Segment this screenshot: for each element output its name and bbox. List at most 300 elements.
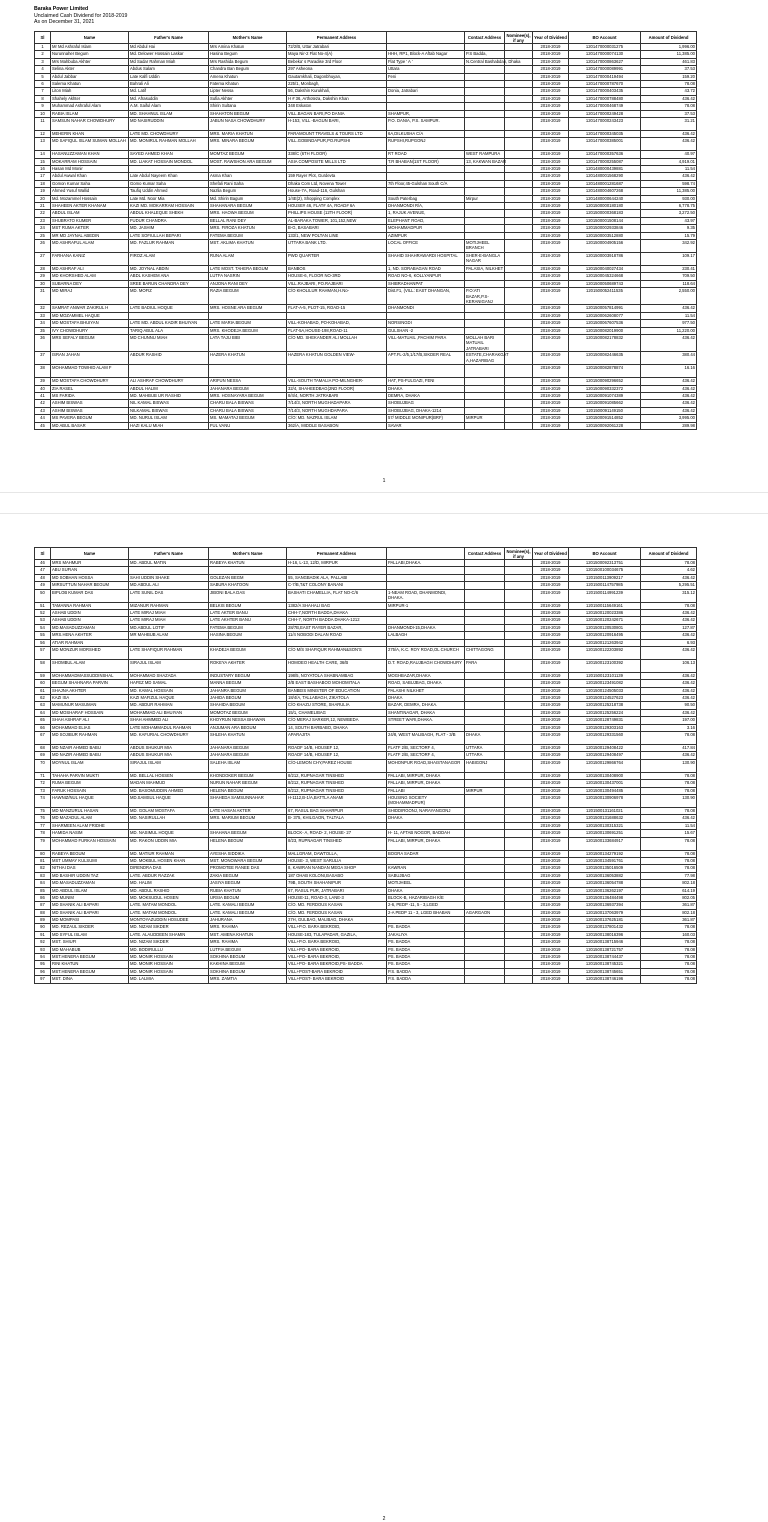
table-cell: P.S Badda, [465, 51, 505, 58]
table-row [35, 188, 697, 195]
table-cell: RUMA BEGUM [51, 780, 129, 787]
table-cell: 2018-2019 [533, 312, 569, 319]
table-cell: MD MANZURUL HASAN [51, 807, 129, 814]
table-cell [505, 602, 533, 609]
table-cell [465, 225, 505, 232]
table-cell: 78.08 [641, 857, 697, 864]
table-row [35, 110, 697, 117]
table-cell: 28 [35, 265, 51, 272]
table-cell: 1201500092313751 [569, 560, 641, 567]
document-header [34, 6, 127, 26]
table-cell: 1201500050689743 [569, 280, 641, 287]
table-row [35, 173, 697, 180]
table-cell [505, 624, 533, 631]
table-cell: Late Kalfi Uddin [129, 73, 209, 80]
table-cell: 2018-2019 [533, 203, 569, 210]
table-cell: 2018-2019 [533, 968, 569, 975]
table-cell: 1201500130437001 [569, 780, 641, 787]
table-cell: SHAHATON BEGUM [209, 110, 287, 117]
table-cell: MD. GOLAM MOSTAFA [129, 807, 209, 814]
column-header [387, 548, 465, 560]
table-cell: MD. HALIM [129, 880, 209, 887]
table-cell [505, 924, 533, 931]
table-cell: ABDUS SHUKUR MIA [129, 745, 209, 752]
table-cell: HOUSE-6, FLOOR NO-3RD [287, 273, 387, 280]
column-header [387, 32, 465, 44]
table-cell: 2018-2019 [533, 273, 569, 280]
table-cell: 89 [35, 917, 51, 924]
table-cell: PS. BADDA [387, 939, 465, 946]
column-header: Contact Address [465, 548, 505, 560]
table-cell [505, 327, 533, 334]
table-row [35, 58, 697, 65]
table-cell: RUPSHI,RUPGONJ [387, 138, 465, 151]
table-cell: 1201470000074130 [569, 51, 641, 58]
table-cell: MRS. HOSNE ARA BEGUM [209, 305, 287, 312]
table-cell: 38 [35, 365, 51, 378]
table-cell: 1201500004905156 [569, 239, 641, 252]
table-cell: 1201500130494485 [569, 787, 641, 794]
table-cell: 1201500138746196 [569, 976, 641, 983]
table-cell [505, 44, 533, 51]
table-cell [505, 378, 533, 385]
table-cell: 1201470000788480 [569, 95, 641, 102]
table-row [35, 203, 697, 210]
table-cell: Muhammad Ashraful Alam [51, 103, 129, 110]
page-number: 2 [382, 1516, 386, 1522]
table-cell: SALEHA ISLAM [209, 759, 287, 772]
table-cell: Fatema Khatun [209, 80, 287, 87]
table-cell: 106.13 [641, 659, 697, 672]
column-header: Mother's Name [209, 32, 287, 44]
table-cell: LATE. ABDUR RAZZAK [129, 872, 209, 879]
table-row [35, 687, 697, 694]
table-cell: VILL+P.O. BARA BEKROID, [287, 939, 387, 946]
table-cell: 78.08 [641, 772, 697, 779]
table-row [35, 239, 697, 252]
table-cell: SHAMPUR, [387, 110, 465, 117]
table-cell: 36 [35, 334, 51, 351]
table-cell: 436.42 [641, 680, 697, 687]
table-cell: 2018-2019 [533, 732, 569, 745]
table-cell: PS. BADDA [387, 924, 465, 931]
table-cell: 81 [35, 857, 51, 864]
table-cell: 96 [35, 968, 51, 975]
table-cell: 78.08 [641, 80, 697, 87]
table-cell: Md. Mozammel Hossain [51, 195, 129, 202]
table-cell: 55, SANGBADIK ALA, PALLABI [287, 574, 387, 581]
table-cell: 78.08 [641, 560, 697, 567]
table-cell: 2018-2019 [533, 880, 569, 887]
table-row [35, 939, 697, 946]
table-cell: Salema Khatun [51, 80, 129, 87]
table-cell: Gautamkhali, Dagonbhuyan, [287, 73, 387, 80]
table-cell: 2018-2019 [533, 334, 569, 351]
table-cell: 1201470000089991 [569, 66, 641, 73]
table-cell: MRS. MINARA BEGUM [209, 138, 287, 151]
table-cell: ZIA RASEL [51, 385, 129, 392]
table-cell: 1201500052411535 [569, 288, 641, 305]
table-cell: 56 [35, 639, 51, 646]
table-cell: DHAKA [387, 887, 465, 894]
table-cell: HAZERA KHATUN GOLDEN VIEW- [287, 352, 387, 365]
table-cell [505, 407, 533, 414]
table-cell: BOGRA SADAR [387, 850, 465, 857]
table-cell [465, 617, 505, 624]
table-cell: MD SOBHAN HOSSA [51, 574, 129, 581]
table-cell: 2018-2019 [533, 830, 569, 837]
column-header: BO Account [569, 548, 641, 560]
table-cell: Md. Afrasuddin [129, 95, 209, 102]
table-cell: FATEMA BEGUM [209, 624, 287, 631]
table-cell: 31 [35, 288, 51, 305]
table-cell: SHER-E-BANGLA NAGAR [465, 252, 505, 265]
table-row [35, 334, 697, 351]
table-cell: 40.97 [641, 151, 697, 158]
table-cell: 436.42 [641, 709, 697, 716]
table-row [35, 632, 697, 639]
table-cell: 2 [35, 51, 51, 58]
column-header: Amount of Dividend [641, 32, 697, 44]
table-cell: RABEYA BEGUM [51, 850, 129, 857]
table-row [35, 602, 697, 609]
table-cell: 436.42 [641, 378, 697, 385]
table-cell: Maya Nir-2 Flat No-4(A) [287, 51, 387, 58]
table-row [35, 567, 697, 574]
table-row [35, 225, 697, 232]
table-cell: 2018-2019 [533, 724, 569, 731]
table-cell: 2018-2019 [533, 639, 569, 646]
table-cell: 1, RAJUK AVENUE, [387, 210, 465, 217]
table-cell: SHARMEEN ALAM FRIDHE [51, 822, 129, 829]
table-row [35, 407, 697, 414]
table-cell: 2018-2019 [533, 151, 569, 158]
table-cell: 83 [35, 872, 51, 879]
table-cell: SHIBRADHANPAT [387, 280, 465, 287]
table-cell: 2018-2019 [533, 931, 569, 938]
table-cell: 1201470000403435 [569, 88, 641, 95]
table-cell: LATE MOST. TAHERA BEGUM [209, 265, 287, 272]
table-cell: 1201500082019900 [569, 327, 641, 334]
table-cell: 61 [35, 687, 51, 694]
table-cell: 436.42 [641, 130, 697, 137]
table-cell: 2018-2019 [533, 252, 569, 265]
table-cell [505, 807, 533, 814]
table-cell: AGARGAON [465, 909, 505, 916]
table-cell: 78.08 [641, 103, 697, 110]
table-cell: ARIFUN NESSA [209, 378, 287, 385]
table-row [35, 273, 697, 280]
table-cell: HAZI KALU MIAH [129, 422, 209, 429]
table-cell: ELEPHANT ROAD, [387, 217, 465, 224]
table-row [35, 232, 697, 239]
column-header: Permanent Address [287, 548, 387, 560]
table-cell [465, 976, 505, 983]
table-cell [129, 365, 209, 378]
table-cell: 39 [35, 378, 51, 385]
table-row [35, 66, 697, 73]
table-cell: ASHAB UDDIN [51, 609, 129, 616]
table-cell: Hasan Md Monir [51, 166, 129, 173]
table-cell: 1201470000385001 [569, 138, 641, 151]
table-cell: MD. NURUL ISLAM [129, 415, 209, 422]
table-cell [465, 961, 505, 968]
table-cell [209, 822, 287, 829]
table-cell: 58 [35, 659, 51, 672]
table-cell [505, 385, 533, 392]
table-cell [465, 180, 505, 187]
table-row [35, 780, 697, 787]
table-cell: MIRPUR-1 [387, 602, 465, 609]
table-cell: MRS.HENA AKHTER [51, 632, 129, 639]
table-cell: 275/A, K.C. ROY ROAD,OL CHURCH [387, 646, 465, 659]
table-cell: Feni [387, 73, 465, 80]
table-cell: 1201500082878874 [569, 365, 641, 378]
table-cell: 2018-2019 [533, 117, 569, 130]
table-row [35, 794, 697, 807]
table-cell: LATE MIRAJ MIAH [129, 609, 209, 616]
table-cell: ABDUS SHUKUR MIA [129, 752, 209, 759]
table-cell: JAHIDA BEGUM [209, 695, 287, 702]
table-cell: MAMUNUR MASUMAN [51, 702, 129, 709]
table-cell: MOTIJHEEL BRANCH [465, 239, 505, 252]
table-cell: 2018-2019 [533, 95, 569, 102]
table-cell: 2018-2019 [533, 188, 569, 195]
table-cell: 11,385.00 [641, 51, 697, 58]
table-cell: 88 [35, 909, 51, 916]
table-cell: B-G, BASABARI [287, 225, 387, 232]
table-cell: 930.00 [641, 195, 697, 202]
table-cell [465, 407, 505, 414]
table-cell: 2018-2019 [533, 66, 569, 73]
table-cell: 2018-2019 [533, 110, 569, 117]
table-cell: 2018-2019 [533, 415, 569, 422]
table-cell [465, 327, 505, 334]
table-cell [505, 639, 533, 646]
table-cell [505, 772, 533, 779]
table-cell: 1382/A SHAHALI BAG [287, 602, 387, 609]
table-cell [465, 66, 505, 73]
table-cell: 1201500137801432 [569, 924, 641, 931]
table-cell: C/O-LEMON CHY,PAREZ HOUSE [287, 759, 387, 772]
table-cell: 2018-2019 [533, 624, 569, 631]
table-cell [465, 931, 505, 938]
table-cell [505, 917, 533, 924]
table-cell: SHAHANARA BEGUM [209, 203, 287, 210]
table-cell: 315.12 [641, 589, 697, 602]
table-cell: 436.42 [641, 632, 697, 639]
table-cell: Selina Akter [51, 66, 129, 73]
table-cell [387, 609, 465, 616]
table-cell: SHIDDIRGONJ, NARAYANGONJ [387, 807, 465, 814]
table-cell: 109.17 [641, 252, 697, 265]
table-cell: HAT, PS-FULGAZI, FENI [387, 378, 465, 385]
table-cell: 10 [35, 110, 51, 117]
table-cell [505, 203, 533, 210]
table-cell [505, 151, 533, 158]
table-cell [505, 320, 533, 327]
table-cell [505, 659, 533, 672]
table-cell: MD. SHAHNUL ISLAM [129, 110, 209, 117]
table-cell: 40 [35, 385, 51, 392]
table-cell: MS. MAMATAJ BEGUM [209, 415, 287, 422]
table-cell: 67, RASUL BAG SAHARPUR [287, 807, 387, 814]
table-cell: MD. ABDUL MATIN [129, 560, 209, 567]
table-cell: MD NZAIR AHMED BABU [51, 745, 129, 752]
table-cell: C/O KHAZU STORE, SHARULIA [287, 702, 387, 709]
table-cell: 77.98 [641, 872, 697, 879]
table-cell [465, 702, 505, 709]
table-cell: 32 [35, 305, 51, 312]
table-cell: MD. ABDUL RASHID [129, 887, 209, 894]
table-cell: MD. MAHBUB UR RASHID [129, 392, 209, 399]
table-cell: 2-A PEDP 11 - 3, LGED BHABAN [387, 909, 465, 916]
table-cell [387, 724, 465, 731]
table-cell: 1201500120530801 [569, 624, 641, 631]
table-cell: MD MOSTAFA BHUIYAN [51, 320, 129, 327]
table-cell [465, 567, 505, 574]
table-row [35, 646, 697, 659]
table-cell [505, 173, 533, 180]
column-header: Father's Name [129, 32, 209, 44]
table-cell: 2018-2019 [533, 917, 569, 924]
table-cell: 1201500123491082 [569, 680, 641, 687]
table-cell: FUDUR CHANDRA [129, 217, 209, 224]
table-cell: JABUN NASA CHOWDHURY [209, 117, 287, 130]
table-cell [287, 312, 387, 319]
table-cell: MD SYFUL ISLAM [51, 931, 129, 938]
table-cell [505, 195, 533, 202]
table-cell [505, 217, 533, 224]
table-cell: 2018-2019 [533, 902, 569, 909]
table-cell: 2018-2019 [533, 217, 569, 224]
table-cell: 2018-2019 [533, 646, 569, 659]
table-row [35, 807, 697, 814]
table-cell: 1201500115649161 [569, 602, 641, 609]
table-cell: MD.ABDUL ALI [129, 582, 209, 589]
table-cell: 1201500122203892 [569, 646, 641, 659]
table-cell [505, 400, 533, 407]
table-cell: ASHAB UDDIN [51, 617, 129, 624]
table-cell [387, 80, 465, 87]
table-cell [465, 894, 505, 901]
table-cell: 2018-2019 [533, 794, 569, 807]
table-cell [465, 80, 505, 87]
table-cell: 1201480004607268 [569, 188, 641, 195]
table-cell [465, 305, 505, 312]
table-cell: 4.62 [641, 567, 697, 574]
table-cell: LATE AKHTER BANU [209, 617, 287, 624]
table-cell: PWD QUARTER [287, 252, 387, 265]
table-row [35, 117, 697, 130]
table-cell: MD MOSHARAF HOSSAIN [51, 709, 129, 716]
table-cell: 7/14/3, NORTH MUGHADAPARA [287, 400, 387, 407]
table-cell: 1/4E(2), Shopping Complex [287, 195, 387, 202]
table-cell: 78.08 [641, 976, 697, 983]
table-cell [505, 815, 533, 822]
table-cell: JAHANARA BEGUM [209, 752, 287, 759]
table-cell: JAHANARA BEGUM [209, 385, 287, 392]
page-1 [0, 0, 768, 492]
table-cell: AL-BARAKA TOWER, 101,152,NEW [287, 217, 387, 224]
table-cell: 1201500129303163 [569, 724, 641, 731]
table-row [35, 582, 697, 589]
table-cell: 62 [35, 695, 51, 702]
table-cell: 11,385.00 [641, 188, 697, 195]
table-cell: N.Central Bashabdan, Dhaka [466, 58, 521, 64]
table-cell: 2/B EAST BASHABOO MOHOMITALA [287, 680, 387, 687]
table-cell: 48 [35, 574, 51, 581]
table-cell: 1201500091085662 [569, 400, 641, 407]
table-cell: 26 [35, 239, 51, 252]
table-row [35, 422, 697, 429]
table-row [35, 759, 697, 772]
table-cell: 1201500082446635 [569, 352, 641, 365]
table-cell: 3 [35, 58, 51, 65]
table-cell [505, 837, 533, 850]
table-cell: 1201500100034675 [569, 567, 641, 574]
table-cell: 338/C (6TH FLOOR) [287, 151, 387, 158]
table-cell [465, 574, 505, 581]
table-cell [465, 166, 505, 173]
table-cell: 1201500001508144 [569, 217, 641, 224]
table-cell: HHH, RP1, Block-A Aftab Nagar [387, 51, 465, 58]
table-cell: 2018-2019 [533, 574, 569, 581]
table-cell [465, 400, 505, 407]
table-cell: 297 Asheona [287, 66, 387, 73]
table-cell: NORSINGDI [387, 320, 465, 327]
table-cell: 59 [35, 672, 51, 679]
table-cell: 37 [35, 352, 51, 365]
table-cell: MD.SAMSUL HAQUE [129, 794, 209, 807]
table-cell: 1201480001568290 [569, 173, 641, 180]
table-cell [505, 609, 533, 616]
table-cell [505, 51, 533, 58]
table-cell: 436.42 [641, 305, 697, 312]
table-cell: 16 [35, 166, 51, 173]
table-cell: MST. AMENA KHATUN [209, 931, 287, 938]
table-cell: 130.90 [641, 759, 697, 772]
table-cell: 1201500121263942 [569, 639, 641, 646]
table-cell: NILKAMAL BISWAS [129, 407, 209, 414]
table-cell: 436.42 [641, 173, 697, 180]
table-cell: VILL+POST- BARA BEKROID [287, 976, 387, 983]
table-row [35, 752, 697, 759]
table-cell: MOHAMMADMASSUDDINSHAL [51, 672, 129, 679]
table-cell: JAHANARA BEGUM [209, 745, 287, 752]
table-cell: 8/212, RUPNAGAR TINSHED [287, 772, 387, 779]
table-cell: Bebeka' s Paradise 3rd Floor [287, 58, 387, 65]
table-cell: 43.97 [641, 217, 697, 224]
table-cell: 72 [35, 780, 51, 787]
table-cell: MOKARRAM HOSSAIN [51, 158, 129, 165]
table-cell: 15.67 [641, 830, 697, 837]
table-cell: 2018-2019 [533, 807, 569, 814]
table-cell: DIRENDRA DAS [129, 865, 209, 872]
table-cell: MD NASIRUDDIN [129, 117, 209, 130]
table-cell: Abdul Awwal Khan [51, 173, 129, 180]
table-cell: MOHONPUR ROAD,SHAISTANAGOR [387, 759, 465, 772]
table-cell: 78.08 [641, 865, 697, 872]
table-cell: BLOCK- A, ROAD- 2, HOUSE- 27 [287, 830, 387, 837]
table-cell: PALLABI, MIRPUR, DHAKA [387, 772, 465, 779]
table-cell: HELENA BEGUM [209, 787, 287, 794]
table-cell [465, 130, 505, 137]
table-cell: RT ROAD [387, 151, 465, 158]
table-cell: RINI KHATUN [51, 961, 129, 968]
table-cell: DEMRA, DHAKA [387, 392, 465, 399]
table-cell: 2018-2019 [533, 909, 569, 916]
